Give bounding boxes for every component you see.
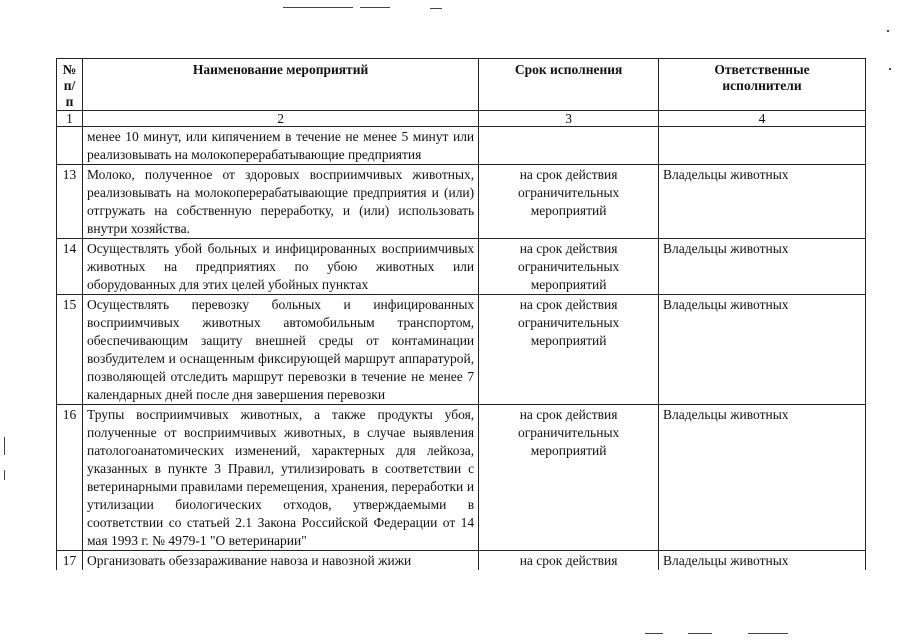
header-responsible: Ответственные исполнители	[659, 59, 866, 111]
scan-artifact-right-1	[887, 30, 889, 32]
scan-artifact-right-2	[889, 68, 891, 70]
header-term: Срок исполнения	[479, 59, 659, 111]
measure-name: менее 10 минут, или кипячением в течение не менее 5 минут или реализовывать на молокоперерабатывающие предприятия	[82, 127, 478, 165]
measure-name: Осуществлять убой больных и инфицированных восприимчивых животных на предприятиях по убою животных или оборудованных для этих целей убойных пунктах	[82, 239, 478, 295]
scan-artifact-top-3	[430, 8, 442, 9]
scan-artifact-bottom-3	[748, 633, 788, 634]
measure-responsible: Владельцы животных	[659, 239, 866, 295]
measure-term: на срок действия ограничительных мероприятий	[479, 405, 659, 551]
measure-name: Организовать обеззараживание навоза и навозной жижи	[82, 551, 478, 571]
scan-artifact-left-1	[4, 437, 5, 455]
measure-term: на срок действия ограничительных мероприятий	[479, 165, 659, 239]
table-row	[57, 239, 866, 295]
scan-artifact-bottom-2	[688, 633, 712, 634]
table-row	[57, 127, 866, 165]
column-number: 2	[82, 111, 478, 127]
scan-artifact-bottom-1	[645, 633, 663, 634]
scan-artifact-left-2	[4, 470, 5, 480]
table-row	[57, 405, 866, 551]
measure-term: на срок действия	[479, 551, 659, 571]
table-row	[57, 165, 866, 239]
measure-term	[479, 127, 659, 165]
column-number-row	[57, 111, 866, 127]
measure-term: на срок действия ограничительных мероприятий	[479, 239, 659, 295]
scan-artifact-top-2	[360, 7, 390, 8]
measure-responsible: Владельцы животных	[659, 551, 866, 571]
row-number: 14	[57, 239, 83, 295]
measure-name: Молоко, полученное от здоровых восприимчивых животных, реализовывать на молокоперерабатывающие предприятия и (или) отгружать на собственную переработку, и (или) использовать внутри хозяйства.	[82, 165, 478, 239]
measures-table	[56, 58, 866, 570]
row-number	[57, 127, 83, 165]
row-number: 16	[57, 405, 83, 551]
measure-responsible: Владельцы животных	[659, 165, 866, 239]
measure-name: Трупы восприимчивых животных, а также продукты убоя, полученные от восприимчивых животных, в случае выявления патологоанатомических изменений, характерных для лейкоза, указанных в пункте 3 Правил, утилизировать в соответствии с ветеринарными правилами перемещения, хранения, переработки и утилизации биологических отходов, утверждаемыми в соответствии со статьей 2.1 Закона Российской Федерации от 14 мая 1993 г. № 4979-1 "О ветеринарии"	[82, 405, 478, 551]
header-row	[57, 59, 866, 111]
column-number: 1	[57, 111, 83, 127]
table-row	[57, 295, 866, 405]
row-number: 17	[57, 551, 83, 571]
header-name: Наименование мероприятий	[82, 59, 478, 111]
measure-responsible: Владельцы животных	[659, 295, 866, 405]
header-num: № п/п	[57, 59, 83, 111]
row-number: 15	[57, 295, 83, 405]
measure-name: Осуществлять перевозку больных и инфицированных восприимчивых животных автомобильным транспортом, обеспечивающим защиту внешней среды от контаминации возбудителем и оснащенным фиксирующей маршрут аппаратурой, позволяющей отследить маршрут перевозки в течение не менее 7 календарных дней после дня завершения перевозки	[82, 295, 478, 405]
scan-artifact-top-1	[283, 7, 353, 8]
measure-responsible: Владельцы животных	[659, 405, 866, 551]
measure-term: на срок действия ограничительных мероприятий	[479, 295, 659, 405]
table-row	[57, 551, 866, 571]
row-number: 13	[57, 165, 83, 239]
measure-responsible	[659, 127, 866, 165]
column-number: 3	[479, 111, 659, 127]
column-number: 4	[659, 111, 866, 127]
